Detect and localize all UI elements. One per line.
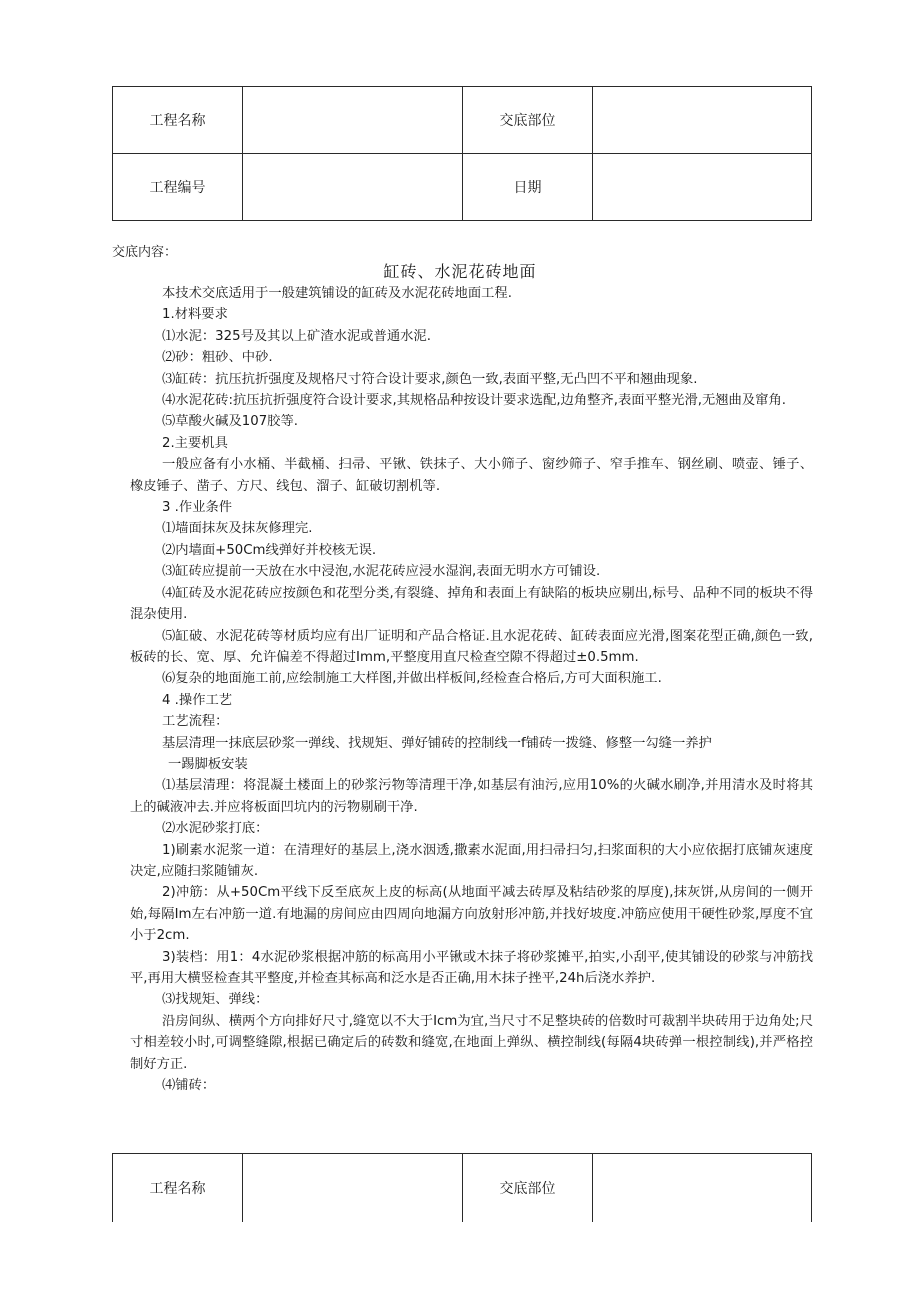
- date-label: 日期: [463, 154, 593, 221]
- project-name-label: 工程名称: [113, 87, 243, 154]
- paragraph: 工艺流程：: [162, 714, 229, 730]
- project-number-value: [243, 154, 463, 221]
- section-heading: 4 .操作工艺: [162, 692, 233, 708]
- list-item: ⑴水泥：325号及其以上矿渣水泥或普通水泥.: [162, 328, 431, 344]
- table-row: [113, 154, 812, 221]
- disclosure-part-value: [593, 87, 812, 154]
- list-item: ⑶缸砖：抗压抗折强度及规格尺寸符合设计要求,颜色一致,表面平整,无凸凹不平和翘曲现象.: [162, 371, 698, 387]
- paragraph: 沿房间纵、横两个方向排好尺寸,缝宽以不大于Icm为宜,当尺寸不足整块砖的倍数时可裁割半块砖用于边角处;尺寸相差较小时,可调整缝隙,根据已确定后的砖数和缝宽,在地面上弹纵、横控制线(每隔4块砖弹一根控制线),并严格控制好方正.: [130, 1013, 813, 1072]
- list-item: 1)刷素水泥浆一道：在清理好的基层上,浇水洇透,撒素水泥面,用扫帚扫匀,扫浆面积的大小应依据打底铺灰速度决定,应随扫浆随铺灰.: [130, 842, 813, 879]
- list-item: ⑸草酸火碱及107胶等.: [162, 414, 298, 430]
- disclosure-part-value: [593, 1154, 812, 1222]
- project-number-label: 工程编号: [113, 154, 243, 221]
- list-item: ⑴墙面抹灰及抹灰修理完.: [162, 521, 313, 537]
- document-body: [130, 283, 813, 1096]
- document-title: 缸砖、水泥花砖地面: [383, 262, 537, 281]
- list-item: ⑷水泥花砖:抗压抗折强度符合设计要求,其规格品种按设计要求选配,边角整齐,表面平整光滑,无翘曲及窜角.: [162, 393, 786, 409]
- table-row: [113, 1154, 812, 1222]
- process-flow-continued: 一踢脚板安装: [168, 756, 248, 772]
- list-item: 2)冲筋：从+50Cm平线下反至底灰上皮的标高(从地面平减去砖厚及粘结砂浆的厚度),抹灰饼,从房间的一侧开始,每隔Im左右冲筋一道.有地漏的房间应由四周向地漏方向放射形冲筋,并找好坡度.冲筋应使用干硬性砂浆,厚度不宜小于2cm.: [130, 885, 813, 944]
- section-heading: 3 .作业条件: [162, 500, 233, 516]
- section-heading: 1.材料要求: [162, 307, 228, 323]
- list-item: ⑷铺砖：: [162, 1078, 216, 1094]
- paragraph-intro: 本技术交底适用于一般建筑铺设的缸砖及水泥花砖地面工程.: [162, 286, 512, 301]
- section-heading: 2.主要机具: [162, 435, 228, 451]
- date-value: [593, 154, 812, 221]
- list-item: ⑸缸破、水泥花砖等材质均应有出厂证明和产品合格证.且水泥花砖、缸砖表面应光滑,图案花型正确,颜色一致,板砖的长、宽、厚、允许偏差不得超过Imm,平整度用直尺检查空隙不得超过±0.5mm.: [130, 628, 813, 665]
- list-item: ⑹复杂的地面施工前,应绘制施工大样图,并做出样板间,经检查合格后,方可大面积施工.: [162, 671, 662, 687]
- header-info-table: [112, 86, 812, 221]
- list-item: 3)装档：用1：4水泥砂浆根据冲筋的标高用小平锹或木抹子将砂浆摊平,拍实,小刮平,使其铺设的砂浆与冲筋找平,再用大横竖检查其平整度,并检查其标高和泛水是否正确,用木抹子挫平,24h后浇水养护.: [130, 949, 813, 986]
- list-item: ⑵水泥砂浆打底：: [162, 821, 269, 837]
- list-item: ⑶缸砖应提前一天放在水中浸泡,水泥花砖应浸水湿润,表面无明水方可铺设.: [162, 564, 601, 580]
- paragraph: 一般应备有小水桶、半截桶、扫帚、平锹、铁抹子、大小筛子、窗纱筛子、窄手推车、钢丝刷、喷壶、锤子、橡皮锤子、凿子、方尺、线包、溜子、缸破切割机等.: [130, 457, 813, 494]
- list-item: ⑶找规矩、弹线：: [162, 992, 269, 1008]
- project-name-label: 工程名称: [113, 1154, 243, 1222]
- list-item: ⑵砂：粗砂、中砂.: [162, 350, 273, 366]
- project-name-value: [243, 87, 463, 154]
- disclosure-part-label: 交底部位: [463, 87, 593, 154]
- list-item: ⑵内墙面+50Cm线弹好并校核无误.: [162, 542, 377, 558]
- table-row: [113, 87, 812, 154]
- content-label: 交底内容：: [112, 245, 178, 260]
- list-item: ⑷缸砖及水泥花砖应按颜色和花型分类,有裂缝、掉角和表面上有缺陷的板块应剔出,标号、品种不同的板块不得混杂使用.: [130, 585, 813, 623]
- list-item: ⑴基层清理：将混凝土楼面上的砂浆污物等清理干净,如基层有油污,应用10%的火碱水刷净,并用清水及时将其上的碱液冲去.并应将板面凹坑内的污物剔刷干净.: [130, 778, 813, 815]
- footer-info-table: [112, 1153, 812, 1222]
- project-name-value: [243, 1154, 463, 1222]
- disclosure-part-label: 交底部位: [463, 1154, 593, 1222]
- process-flow: 基层清理一抹底层砂浆一弹线、找规矩、弹好铺砖的控制线一f铺砖一拨缝、修整一勾缝一养护: [162, 735, 712, 751]
